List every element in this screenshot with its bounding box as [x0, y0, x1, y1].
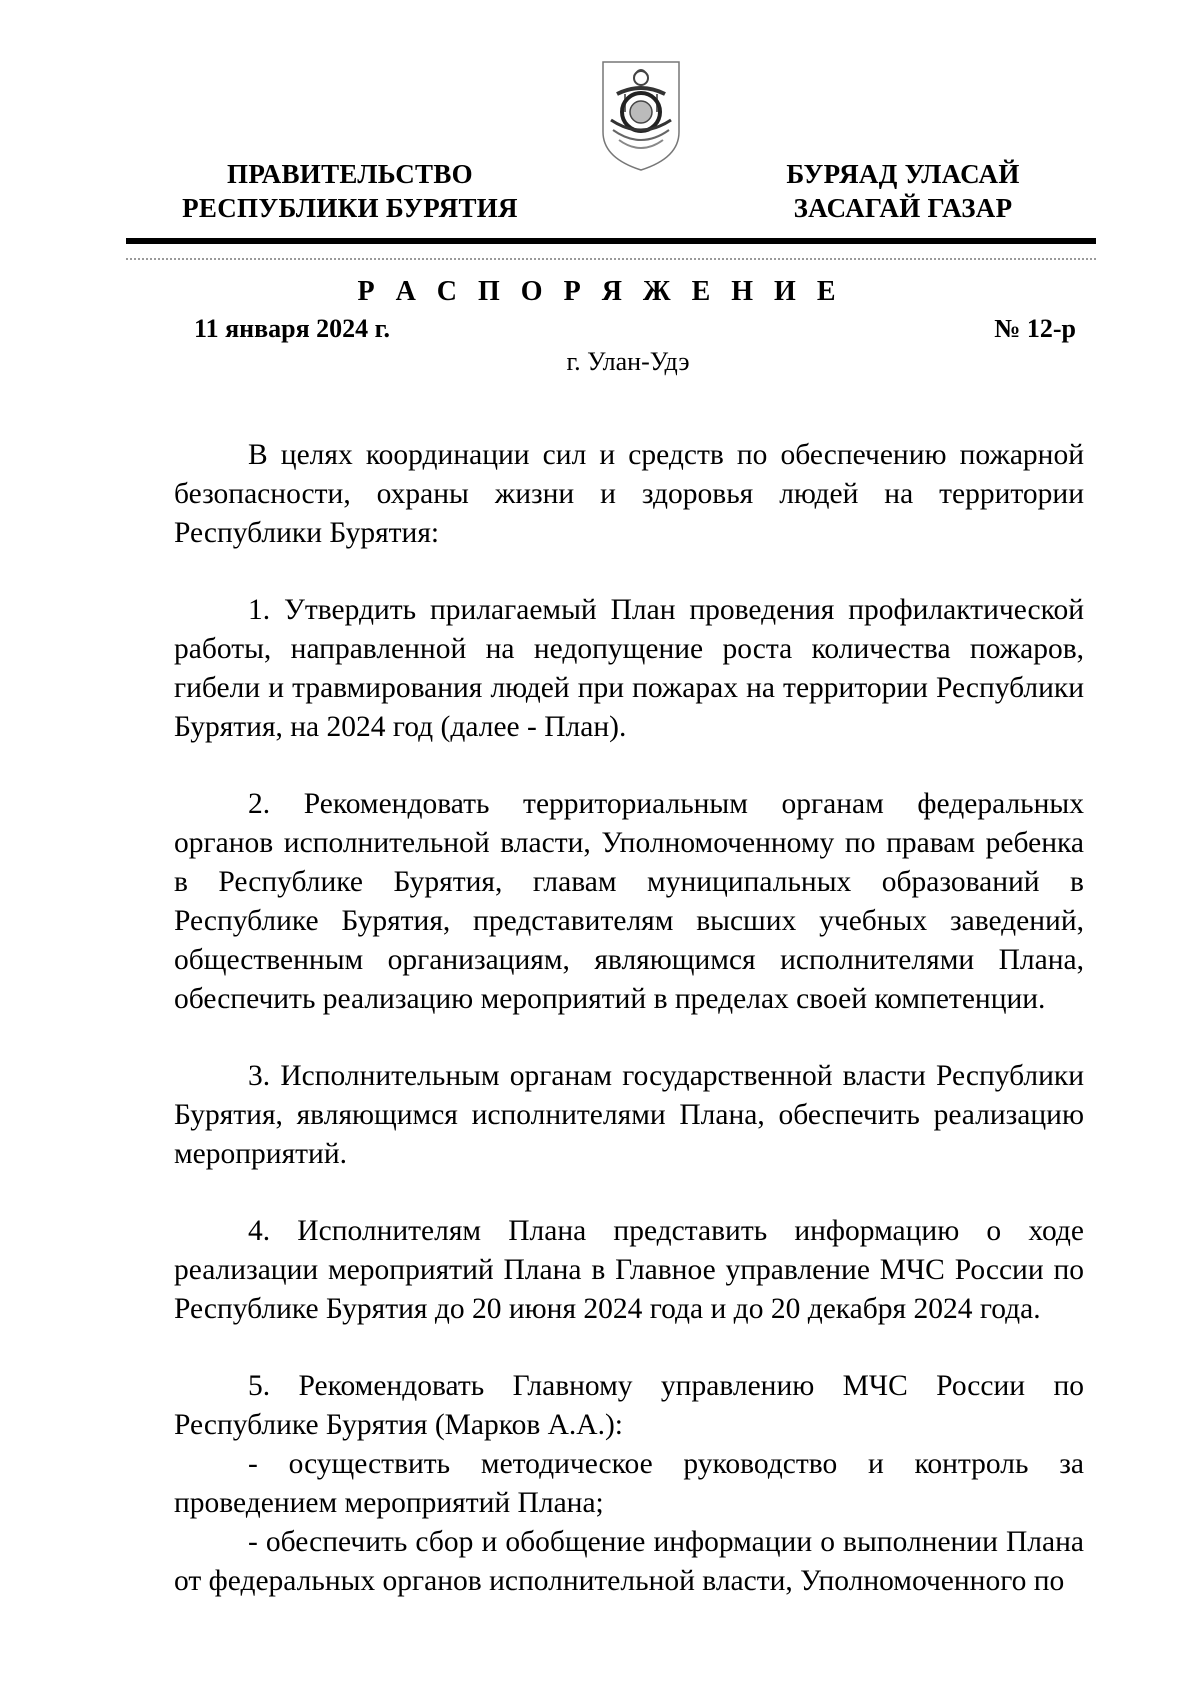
org-name-buryat-line-2: ЗАСАГАЙ ГАЗАР	[793, 193, 1013, 223]
paragraph-item-4: 4. Исполнителям Плана представить информацию о ходе реализации мероприятий Плана в Главное управление МЧС России по Республике Бурятия до 20 июня 2024 года и до 20 декабря 2024 года.	[174, 1215, 1084, 1325]
document-body	[174, 436, 1084, 1601]
document-date: 11 января 2024 г.	[194, 314, 391, 343]
header-dotted-divider	[126, 258, 1096, 260]
org-name-line-1: ПРАВИТЕЛЬСТВО	[227, 159, 473, 189]
paragraph-item-3: 3. Исполнительным органам государственной власти Республики Бурятия, являющимся исполнителями Плана, обеспечить реализацию мероприятий.	[174, 1060, 1084, 1170]
org-name-buryat-line-1: БУРЯАД УЛАСАЙ	[786, 159, 1020, 189]
paragraph-preamble: В целях координации сил и средств по обеспечению пожарной безопасности, охраны жизни и здоровья людей на территории Республики Бурятия:	[174, 439, 1084, 549]
org-name-russian	[160, 157, 540, 225]
org-name-buryat	[738, 157, 1068, 225]
paragraph-item-5-sub-1: - осуществить методическое руководство и контроль за проведением мероприятий Плана;	[174, 1448, 1084, 1519]
document-type-title: Р А С П О Р Я Ж Е Н И Е	[357, 276, 843, 307]
paragraph-item-2: 2. Рекомендовать территориальным органам федеральных органов исполнительной власти, Уполномоченному по правам ребенка в Республике Бурятия, главам муниципальных образований в Республике Бурятия, представителям высших учебных заведений, общественным организациям, являющимся исполнителями Плана, обеспечить реализацию мероприятий в пределах своей компетенции.	[174, 788, 1084, 1015]
paragraph-item-1: 1. Утвердить прилагаемый План проведения профилактической работы, направленной на недопущение роста количества пожаров, гибели и травмирования людей при пожарах на территории Республики Бурятия, на 2024 год (далее - План).	[174, 594, 1084, 743]
paragraph-item-5-sub-2: - обеспечить сбор и обобщение информации о выполнении Плана от федеральных органов исполнительной власти, Уполномоченного по	[174, 1526, 1084, 1597]
header-divider	[126, 238, 1096, 244]
document-city: г. Улан-Удэ	[566, 347, 690, 376]
document-number: № 12-р	[994, 314, 1076, 343]
coat-of-arms-icon	[597, 54, 685, 174]
org-name-line-2: РЕСПУБЛИКИ БУРЯТИЯ	[182, 193, 518, 223]
paragraph-item-5: 5. Рекомендовать Главному управлению МЧС России по Республике Бурятия (Марков А.А.):	[174, 1370, 1084, 1441]
